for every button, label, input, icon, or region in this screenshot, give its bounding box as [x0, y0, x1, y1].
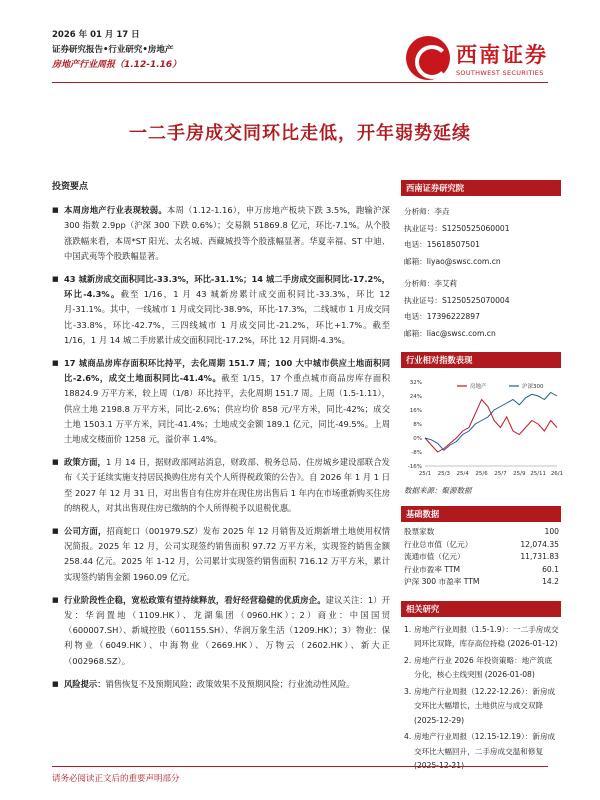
- x-tick-label: 25/7: [494, 471, 507, 477]
- related-report-link[interactable]: [404, 685, 559, 729]
- analyst-name: 分析师：李垚: [404, 207, 450, 216]
- x-tick-label: 25/11: [530, 471, 547, 477]
- key-point-text: 本周（1.12-1.16），申万房地产板块下跌 3.5%，跑输沪深 300 指数 2.9pp（沪深 300 下跌 0.6%）；交易额 51869.8 亿元，环比-7.1%。从个股涨跌幅来看，本周*ST 阳光、太名城、西藏城投等个股涨幅显著。华夏幸福、ST 中迪、中国武夷等个股跌幅显著。: [64, 205, 390, 261]
- y-tick-label: 0%: [413, 436, 422, 442]
- key-point-lead: 政策方面，: [64, 457, 106, 468]
- analyst-block: [401, 196, 561, 342]
- key-point-lead: 43 城新房成交面积同比-33.3%，环比-31.1%；14 城二手房成交面积同比-17.2%，环比-4.3%。: [64, 274, 390, 300]
- stats-value: 12,074.35: [520, 539, 559, 549]
- report-header: [52, 28, 181, 73]
- logo-icon: [406, 36, 450, 80]
- key-point-paragraph: [52, 524, 390, 585]
- related-title: 房地产行业周报（12.15-12.19）：新房成交环比大幅回升，二手房成交温和修复 (2025-12-21): [414, 732, 556, 771]
- related-index: 1.: [404, 624, 412, 634]
- related-title: 房地产行业 2026 年投资策略：地产筑底分化，核心主线突围 (2026-01-08): [414, 655, 553, 680]
- stats-table: [401, 526, 561, 589]
- chart-source: 数据来源：聚源数据: [404, 486, 472, 495]
- x-tick-label: 25/3: [437, 471, 451, 477]
- stats-row: [401, 526, 561, 539]
- series-line-0: [425, 400, 557, 453]
- stats-value: 100: [544, 527, 559, 536]
- key-point-text: 截至 1/16，1 月 43 城新房累计成交面积同比-33.3%，环比 12 月-31.1%。其中，一线城市 1 月成交同比-38.9%，环比-17.3%，二线城市 1 月成交同比-33.8%，环比-42.7%，三四线城市 1 月成交同比-21.2%，环比+1.7%。截至 1/16，1 月 14 城二手房累计成交面积同比-17.2%，环比 12 月同期-4.3%。: [64, 289, 390, 345]
- key-point-lead: 公司方面，: [64, 526, 107, 537]
- key-point-paragraph: [52, 356, 390, 447]
- logo-text-en: SOUTHWEST SECURITIES: [456, 69, 544, 77]
- stats-label: 股票家数: [404, 527, 435, 536]
- key-point-text: 截至 1/15，17 个重点城市商品房库存面积 18824.9 万平方米，较上周（1/8）环比持平，去化周期 151.7 周。上周（1.5-1.11），供应土地 2198.8 万平方米，同比-2.6%；供应均价 858 元/平方米，同比-42%；成交土地 1503.1 万平方米，同比-41.4%；土地成交金额 189.1 亿元，同比-49.5%。上周土地成交楼面价 1258 元，溢价率 1.4%。: [64, 373, 390, 445]
- key-point-text: 建议关注：1）开发：华润置地（1109.HK）、龙湖集团（0960.HK）；2）商业：中国国贸（600007.SH）、新城控股（601155.SH）、华润万象生活（1209.HK）；3）物业：保利物业（6049.HK）、中海物业（2669.HK）、万物云（2602.HK）、新大正（002968.SZ）。: [64, 594, 390, 666]
- index-chart: [401, 376, 564, 482]
- analyst-email[interactable]: 邮箱：liac@swsc.com.cn: [404, 328, 496, 338]
- legend-label: 房地产: [470, 384, 487, 390]
- stats-label: 行业市盈率 TTM: [404, 564, 461, 574]
- x-tick-label: 25/9: [513, 471, 526, 477]
- related-index: 3.: [404, 686, 412, 696]
- x-tick-label: 25/1: [418, 471, 432, 477]
- y-tick-label: -8%: [411, 450, 422, 456]
- related-header: 相关研究: [401, 601, 561, 617]
- related-report-link[interactable]: [404, 654, 559, 683]
- related-report-link[interactable]: [404, 623, 559, 652]
- key-point-text: 1 月 14 日，据财政部网站消息，财政部、税务总局、住房城乡建设部联合发布《关于延续实施支持居民换购住房有关个人所得税政策的公告》。自 2026 年 1 月 1 日至 2027 年 12 月 31 日，对出售自有住房并在现住房出售后 1 年内在市场重新购买住房的纳税人，对其出售现住房已缴纳的个人所得税予以退税优惠。: [64, 457, 390, 513]
- legend-label: 沪深300: [522, 384, 544, 390]
- key-point-paragraph: [52, 272, 390, 348]
- institute-header: 西南证券研究院: [401, 180, 561, 196]
- related-index: 4.: [404, 732, 412, 742]
- y-tick-label: 16%: [409, 408, 422, 414]
- analyst-cert: 执业证号：S1250525070004: [404, 295, 510, 305]
- key-point-lead: 本周房地产行业表现较弱。: [64, 205, 167, 216]
- key-point-lead: 17 城商品房库存面积环比持平，去化周期 151.7 周；100 大中城市供应土地面积同比-2.6%，成交土地面积同比-41.4%。: [64, 358, 390, 384]
- key-point-paragraph: [52, 455, 390, 516]
- x-tick-label: 25/4: [456, 471, 469, 477]
- key-point-text: 招商蛇口（001979.SZ）发布 2025 年 12 月销售及近期新增土地使用权情况简报。2025 年 12 月，公司实现签约销售面积 97.72 万平方米，实现签约销售金额 258.44 亿元。2025 年 1-12 月，公司累计实现签约销售面积 716.12 万平方米，累计实现签约销售金额 1960.09 亿元。: [64, 526, 390, 582]
- header-divider: [52, 82, 548, 83]
- main-column: [52, 180, 390, 700]
- related-index: 2.: [404, 655, 412, 665]
- key-point-paragraph: [52, 677, 390, 692]
- y-tick-label: 8%: [413, 422, 422, 428]
- stats-label: 沪深 300 市盈率 TTM: [404, 577, 480, 587]
- y-tick-label: 32%: [409, 380, 422, 386]
- x-tick-label: 25/6: [475, 471, 488, 477]
- analyst-phone: 电话：15618507501: [404, 240, 480, 249]
- analyst-email[interactable]: 邮箱：liyao@swsc.com.cn: [404, 256, 501, 266]
- report-title: 一二手房成交同环比走低，开年弱势延续: [129, 123, 471, 144]
- sidebar: [401, 180, 564, 776]
- x-tick-label: 26/1: [550, 471, 564, 477]
- related-list: [401, 617, 561, 774]
- stats-label: 流通市值（亿元）: [404, 552, 465, 562]
- chart-header: 行业相对指数表现: [401, 352, 561, 368]
- logo-text-cn: 西南证券: [456, 42, 548, 67]
- stats-row: [401, 539, 561, 552]
- report-subtitle: 房地产行业周报（1.12-1.16）: [52, 60, 182, 70]
- stats-value: 11,731.83: [520, 552, 559, 562]
- analyst-cert: 执业证号：S1250525060001: [404, 223, 510, 233]
- stats-value: 60.1: [542, 564, 559, 574]
- key-point-paragraph: [52, 593, 390, 669]
- y-tick-label: -16%: [407, 464, 422, 470]
- chart-svg: [401, 376, 564, 482]
- report-category: 证券研究报告•行业研究•房地产: [52, 45, 174, 55]
- series-line-1: [425, 393, 557, 451]
- key-point-lead: 行业阶段性企稳，宽松政策有望持续释放，看好经营稳健的优质房企。: [64, 594, 326, 605]
- footer-disclaimer[interactable]: 请务必阅读正文后的重要声明部分: [52, 774, 180, 784]
- related-report-link[interactable]: [404, 730, 559, 774]
- report-date: 2026 年 01 月 17 日: [52, 30, 140, 40]
- section-heading: 投资要点: [52, 182, 89, 192]
- related-title: 房地产行业周报（1.5-1.9）：一二手房成交同环比双降，库存高位持稳 (2026-01-12): [414, 624, 559, 649]
- company-logo: [406, 36, 548, 80]
- key-point-paragraph: [52, 203, 390, 264]
- y-tick-label: 24%: [409, 394, 422, 400]
- stats-label: 行业总市值（亿元）: [404, 539, 473, 549]
- analyst-phone: 电话：17396222897: [404, 312, 480, 321]
- key-point-text: 销售恢复不及预期风险；政策效果不及预期风险；行业流动性风险。: [105, 678, 355, 689]
- stats-row: [401, 576, 561, 589]
- stats-row: [401, 564, 561, 577]
- stats-row: [401, 551, 561, 564]
- footer-divider: [52, 766, 548, 767]
- stats-header: 基础数据: [401, 506, 561, 522]
- key-point-lead: 风险提示：: [64, 678, 106, 689]
- analyst-name: 分析师：李艾莉: [404, 279, 458, 288]
- stats-value: 14.2: [542, 577, 559, 587]
- related-title: 房地产行业周报（12.22-12.26）：新房成交环比大幅增长，土地供应与成交双降 (2025-12-29): [414, 686, 556, 725]
